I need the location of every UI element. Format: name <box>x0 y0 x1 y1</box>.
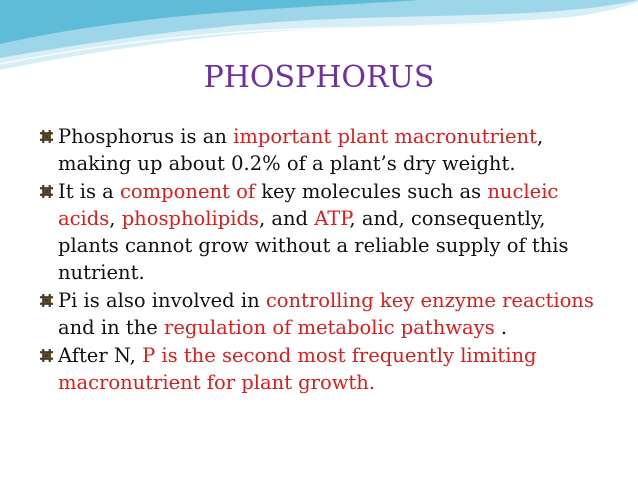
highlighted-text: ATP <box>314 207 350 230</box>
highlighted-text: regulation of metabolic pathways <box>164 316 495 339</box>
bullet-item <box>37 287 597 341</box>
bullet-text: key molecules such as <box>255 180 488 203</box>
bullet-text: After N, <box>58 344 143 367</box>
highlighted-text: important plant macronutrient <box>233 125 537 148</box>
highlighted-text: P is the second most frequently limiting macronutrient for plant growth. <box>58 344 537 394</box>
bullet-text: , and, consequently, plants cannot grow without a reliable supply of this nutrient. <box>58 207 569 284</box>
bullet-list <box>37 123 597 397</box>
bullet-text: Pi is also involved in <box>58 289 266 312</box>
highlighted-text: controlling key enzyme reactions <box>265 289 594 312</box>
square-bullet-icon <box>40 130 53 143</box>
slide-title: PHOSPHORUS <box>203 60 435 95</box>
highlighted-text: nucleic acids <box>58 180 559 230</box>
bullet-text: , <box>109 207 122 230</box>
bullet-text: , and <box>258 207 315 230</box>
square-bullet-icon <box>40 349 53 362</box>
bullet-text: , making up about 0.2% of a plant’s dry weight. <box>58 125 544 175</box>
bullet-text: . <box>494 316 508 339</box>
bullet-item <box>37 342 597 396</box>
bullet-item <box>37 123 597 177</box>
highlighted-text: phospholipids <box>121 207 259 230</box>
bullet-item <box>37 178 597 286</box>
square-bullet-icon <box>40 185 53 198</box>
bullet-text: Phosphorus is an <box>58 125 234 148</box>
bullet-text: and in the <box>58 316 164 339</box>
square-bullet-icon <box>40 294 53 307</box>
bullet-text: It is a <box>58 180 121 203</box>
highlighted-text: component of <box>120 180 256 203</box>
